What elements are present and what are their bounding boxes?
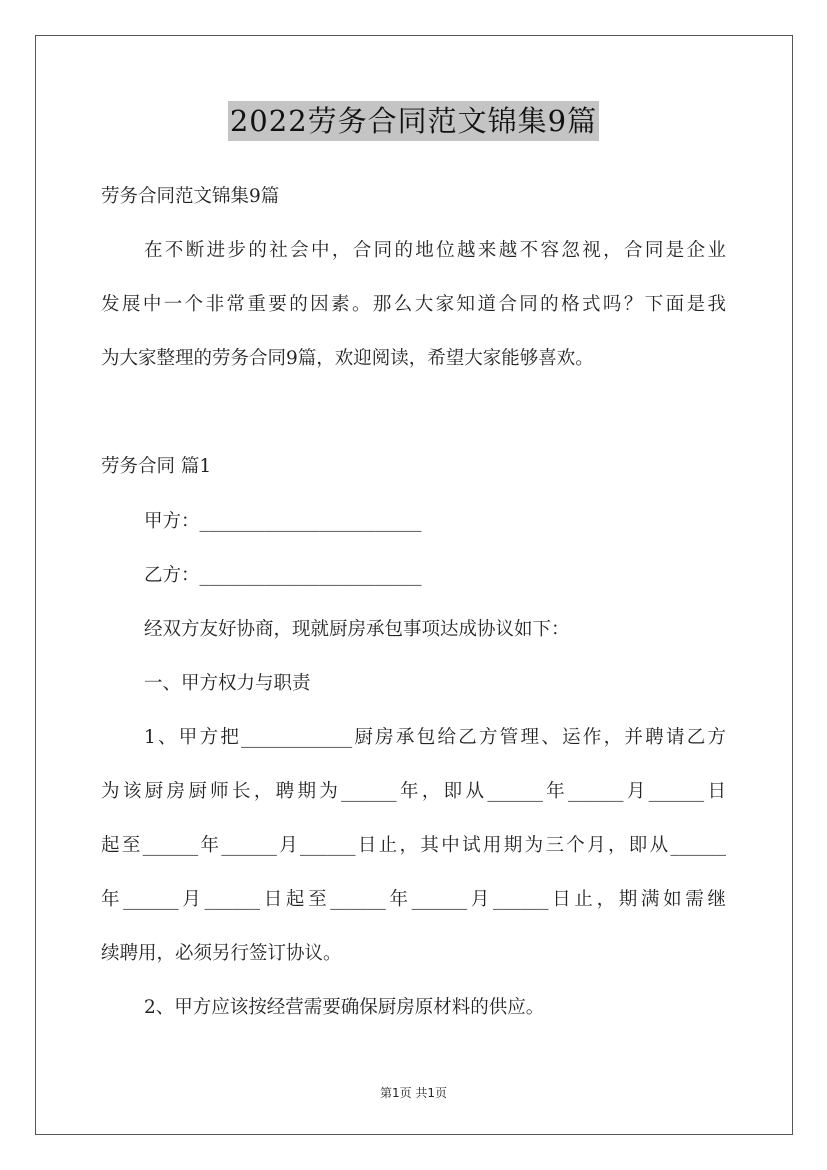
clause2: 2、甲方应该按经营需要确保厨房原材料的供应。: [144, 997, 545, 1018]
intro-line-1: 在不断进步的社会中，合同的地位越来越不容忽视，合同是企业: [144, 240, 726, 261]
document-subtitle: 劳务合同范文锦集9篇: [101, 186, 280, 207]
clause1-line-1: 1、甲方把____________厨房承包给乙方管理、运作，并聘请乙方: [144, 727, 726, 748]
clause1-line-3: 起至______年______月______日止，其中试用期为三个月，即从______: [101, 835, 726, 856]
party-a-field: 甲方：________________________: [144, 511, 422, 532]
section-heading: 劳务合同 篇1: [101, 456, 212, 477]
clause1-line-2: 为该厨房厨师长，聘期为______年，即从______年______月______日: [101, 781, 726, 802]
intro-line-2: 发展中一个非常重要的因素。那么大家知道合同的格式吗？下面是我: [101, 294, 726, 315]
clause1-line-4: 年______月______日起至______年______月______日止，期满如需继: [101, 889, 726, 910]
clause-heading: 一、甲方权力与职责: [144, 673, 311, 694]
page-footer: 第1页 共1页: [379, 1086, 448, 1100]
title-container: [0, 101, 827, 141]
party-b-field: 乙方：________________________: [144, 565, 422, 586]
document-title: 2022劳务合同范文锦集9篇: [228, 101, 599, 141]
intro-line-3: 为大家整理的劳务合同9篇，欢迎阅读，希望大家能够喜欢。: [101, 348, 594, 369]
agreement-intro: 经双方友好协商，现就厨房承包事项达成协议如下：: [144, 619, 570, 640]
clause1-line-5: 续聘用，必须另行签订协议。: [101, 943, 342, 964]
